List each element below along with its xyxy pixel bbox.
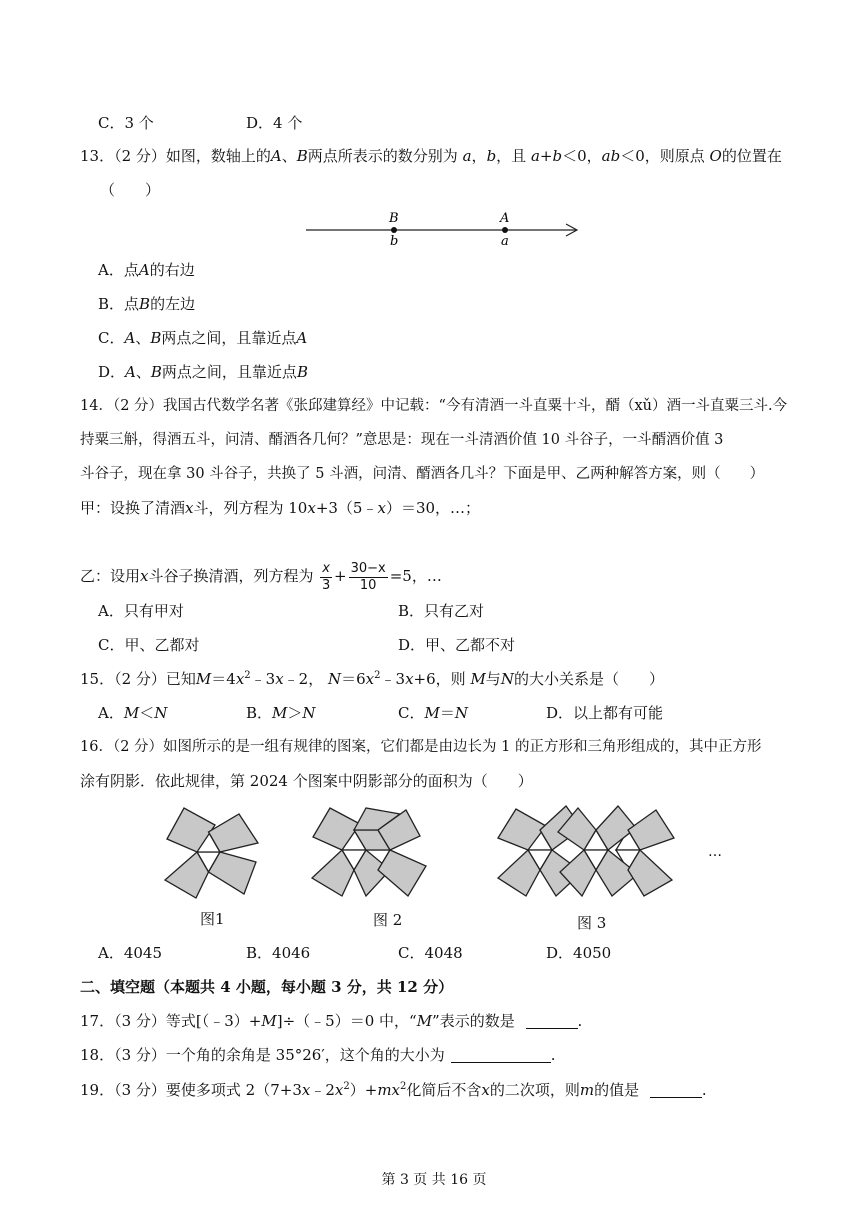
q16-line-1: 16．（2 分）如图所示的是一组有规律的图案，它们都是由边长为 1 的正方形和三角形组成的，其中正方形 <box>80 739 762 755</box>
q13-option-c: C．A、B两点之间，且靠近点A <box>98 329 308 347</box>
pattern-figure-3 <box>498 806 674 896</box>
q15-option-d: D．以上都有可能 <box>546 704 664 722</box>
point-b-dot <box>391 227 397 233</box>
q14-option-a: A．只有甲对 <box>98 602 184 620</box>
q13-option-d: D．A、B两点之间，且靠近点B <box>98 363 308 381</box>
q16-option-b: B．4046 <box>246 944 311 962</box>
figure-1-caption: 图1 <box>200 910 225 928</box>
q14-line-2: 持粟三斛，得酒五斗，问清、醑酒各几何？”意思是：现在一斗清酒价值 10 斗谷子，一斗醑酒价值 3 <box>80 432 724 448</box>
page-footer: 第 3 页 共 16 页 <box>381 1172 487 1188</box>
pattern-figure-2 <box>312 808 426 896</box>
number-line-figure <box>300 206 590 248</box>
point-b-value-label: b <box>390 234 399 248</box>
pattern-figures <box>160 800 760 940</box>
section-2-heading: 二、填空题（本题共 4 小题，每小题 3 分，共 12 分） <box>80 978 454 996</box>
q15-option-b: B．M＞N <box>246 704 316 722</box>
pattern-figure-1 <box>165 808 258 898</box>
q18-stem: 18．（3 分）一个角的余角是 35°26′，这个角的大小为 . <box>80 1046 556 1064</box>
q13-answer-paren: （ ） <box>100 181 161 199</box>
q15-stem: 15．（2 分）已知$M=4x^2﹣3x﹣2$， $N=6x^2﹣3x+6$，则 M与N的大小关系是（ ） <box>80 670 664 688</box>
q14-plan-yi: 乙：设用x斗谷子换清酒，列方程为 $\frac{x}{3}$ + $\frac{30-x}{10}$ =5，… <box>80 560 442 593</box>
point-b-label: B <box>389 211 399 226</box>
q14-plan-jia: 甲：设换了清酒x斗，列方程为 10x+3（5﹣x）＝30，…； <box>80 499 481 517</box>
q13-option-a: A．点A的右边 <box>98 261 195 279</box>
q14-line-1: 14．（2 分）我国古代数学名著《张邱建算经》中记载：“今有清酒一斗直粟十斗，醑（xǔ）酒一斗直粟三斗.今 <box>80 398 788 414</box>
q18-answer-blank[interactable] <box>451 1062 551 1063</box>
point-a-value-label: a <box>501 234 509 248</box>
fraction-30-minus-x-over-10: $\frac{30-x}{10}$ <box>350 560 386 593</box>
q19-stem: 19．（3 分）要使多项式 $2(7+3x﹣2x^2)+mx^2$化简后不含x的二次项，则m的值是 . <box>80 1081 707 1099</box>
q16-option-c: C．4048 <box>398 944 463 962</box>
q17-answer-blank[interactable] <box>526 1028 578 1029</box>
fraction-x-over-3: $\frac{x}{3}$ <box>321 560 331 593</box>
q19-answer-blank[interactable] <box>650 1097 702 1098</box>
q15-option-c: C．M＝N <box>398 704 468 722</box>
figure-3-caption: 图 3 <box>577 914 607 932</box>
point-a-dot <box>502 227 508 233</box>
figure-2-caption: 图 2 <box>373 911 403 929</box>
q14-option-c: C．甲、乙都对 <box>98 636 200 654</box>
q14-option-d: D．甲、乙都不对 <box>398 636 516 654</box>
pattern-ellipsis: … <box>708 844 722 860</box>
point-a-label: A <box>500 211 510 226</box>
q14-line-3: 斗谷子，现在拿 30 斗谷子，共换了 5 斗酒，问清、醑酒各几斗？下面是甲、乙两种解答方案，则（ ） <box>80 466 765 482</box>
q17-stem: 17．（3 分）等式[（﹣3）+M]÷（﹣5）＝0 中，“M”表示的数是 . <box>80 1012 583 1030</box>
q16-option-d: D．4050 <box>546 944 612 962</box>
q12-option-d: D．4 个 <box>246 114 303 132</box>
q15-option-a: A．M＜N <box>98 704 168 722</box>
q13-stem: 13．（2 分）如图，数轴上的A、B两点所表示的数分别为 a，b，且 a+b＜0，ab＜0，则原点 O的位置在 <box>80 147 782 165</box>
q14-option-b: B．只有乙对 <box>398 602 485 620</box>
q16-option-a: A．4045 <box>98 944 163 962</box>
q13-option-b: B．点B的左边 <box>98 295 196 313</box>
q16-line-2: 涂有阴影．依此规律，第 2024 个图案中阴影部分的面积为（ ） <box>80 772 533 790</box>
q12-option-c: C．3 个 <box>98 114 154 132</box>
